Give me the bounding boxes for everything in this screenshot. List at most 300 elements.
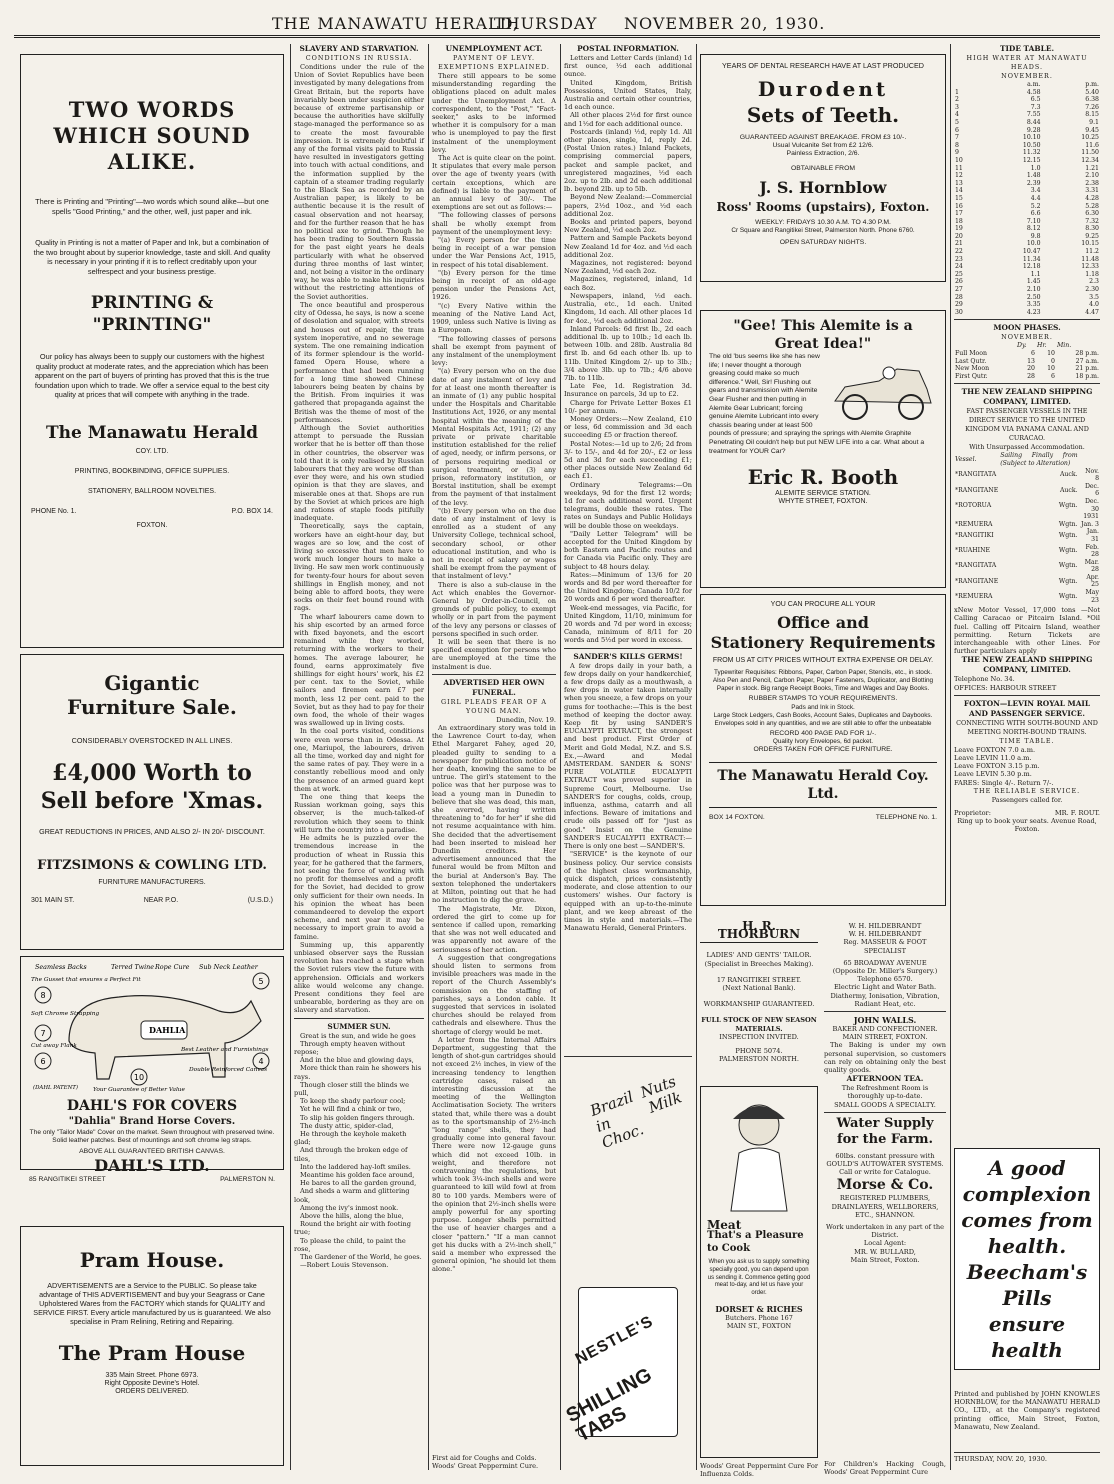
table-cell xyxy=(999,513,1078,521)
table-cell: Full Moon xyxy=(955,350,987,357)
shipping-title: THE NEW ZEALAND SHIPPING COMPANY, LIMITED. xyxy=(961,387,1093,407)
table-cell: 3.5 xyxy=(1089,293,1099,301)
table-cell: *REMUERA xyxy=(955,592,993,600)
beechams-ad xyxy=(954,1148,1100,1370)
article-paragraph: Pattern and Sample Packets beyond New Zealand 1d for 4oz. and ½d each additional 2oz. xyxy=(564,234,692,259)
alemite-ad xyxy=(700,310,946,588)
article-paragraph: It will be seen that there is no specified exemption for persons who are unemployed at the time the instalment is due. xyxy=(432,638,556,671)
furniture-ad-big: £4,000 Worth to Sell before 'Xmas. xyxy=(40,760,264,815)
table-cell: 2.3 xyxy=(1089,278,1099,286)
article-paragraph: "(a) Every person for the time being in receipt of a war pension under the War Pensions Act, 1915, in respect of his total disablement. xyxy=(432,236,556,269)
table-header-cell: Sailing Finally from (Subject to Alteration) xyxy=(1000,452,1078,467)
printing-ad xyxy=(20,54,284,648)
table-cell: *ROTORUA xyxy=(955,501,992,509)
table-cell: 6 xyxy=(1051,372,1055,380)
article-paragraph: Conditions under the rule of the Union of Soviet Republics have been investigated by many delegations from Great Britain, but the reports have invariably been under suspicion either because of extreme partisanship or because the authorities have skilfully stage-managed the performance so as to create the most favourable impression. It is extremely doubtful if any of the formal visits paid to Russia have resulted in investigators getting into touch with actual conditions, and the information supplied by the captain of a steamer trading regularly to the Black Sea as recorded by an Australian paper, is likely to be authentic because it is the result of casual observation and not hearsay, and for the further reason that he has no political axe to grind. Though he has been trading to Southern Russia for the past eight years he deals particularly with what he observed during three months of last winter, and, not being a visitor in the ordinary way, he was able to make his inquiries without the restricting attentions of the Soviet authorities. xyxy=(294,63,424,301)
furniture-ad xyxy=(20,654,284,950)
meat-sub: That's a Pleasure to Cook xyxy=(707,1230,804,1255)
col3-footer2: Woods' Great Peppermint Cure. xyxy=(432,1461,539,1470)
walls-body: The Baking is under my own personal supervision, so customers can rely on obtaining only the best quality goods. xyxy=(824,1041,946,1075)
label-twine: Terred Twine xyxy=(111,963,155,971)
dahl-ad-addr1: 85 RANGITIKEI STREET xyxy=(29,1176,106,1184)
unemployment-subtitle2: EXEMPTIONS EXPLAINED. xyxy=(438,63,550,71)
moon-month: NOVEMBER. xyxy=(1001,333,1053,342)
table-cell: *RANGITIKI xyxy=(955,532,994,540)
table-cell: 11.50 xyxy=(1081,149,1099,157)
alemite-station: ALEMITE SERVICE STATION. xyxy=(775,490,871,498)
beechams-line: Pills xyxy=(1002,1286,1052,1310)
tide-row xyxy=(954,172,1100,180)
rail-row: Leave LEVIN 5.30 p.m. xyxy=(954,770,1032,779)
furniture-ad-addr: 301 MAIN ST. xyxy=(31,897,75,905)
table-cell: 11.48 xyxy=(1081,255,1099,263)
article-paragraph: "(b) Every person for the time being in receipt of an old-age pension under the Pensions Act, 1926. xyxy=(432,268,556,302)
label-flank: Cut away Flank xyxy=(31,1043,77,1049)
article-paragraph: Newspapers, inland, ½d each. Australia, etc., 1d each. United Kingdom, 1d each. All other places 1d for 4oz., ½d each additional 2oz. xyxy=(564,291,692,325)
table-header-cell: Hr. xyxy=(1036,342,1047,350)
article-paragraph: Beyond New Zealand:—Commercial papers, 2½d 10oz., and ½d each additional 2oz. xyxy=(564,193,692,218)
table-cell: 2.10 xyxy=(1026,286,1041,294)
tide-row xyxy=(954,89,1100,97)
table-cell: 11.34 xyxy=(1022,255,1041,263)
rail-row: Leave FOXTON 3.15 p.m. xyxy=(954,762,1040,771)
table-cell: 1931 xyxy=(1083,513,1099,521)
table-cell: New Moon xyxy=(955,365,990,373)
table-cell: Jan. 31 xyxy=(1086,528,1099,543)
column-6 xyxy=(954,44,1100,1470)
tide-row xyxy=(954,309,1100,317)
table-cell: 10.47 xyxy=(1022,248,1041,256)
table-cell: 11.6 xyxy=(1085,141,1099,149)
article-paragraph: The once beautiful and prosperous city of Odessa, he says, is now a scene of desolation and squalor, with streets and houses out of repair, the tram system inoperative, and no sewerage system. The one remaining indication of its former splendour is the world-famed Opera House, where a performance that had been running for a long time showed Chinese labourers being beaten by chains by the British. From inquiries it was gathered that propaganda against the British was the theme of most of the performances. xyxy=(294,300,424,424)
dahl-ad-firm: DAHL'S LTD. xyxy=(94,1156,210,1176)
callout-number: 7 xyxy=(40,1029,46,1038)
table-cell: *RUAHINE xyxy=(955,547,991,555)
rail-timetable xyxy=(954,746,1100,787)
tide-row xyxy=(954,119,1100,127)
table-cell: 8.30 xyxy=(1085,225,1099,233)
table-cell: 25 xyxy=(955,270,963,278)
vessel-row xyxy=(954,483,1100,498)
printing-ad-title: TWO WORDS WHICH SOUND ALIKE. xyxy=(53,97,251,174)
table-cell: 1 xyxy=(955,88,959,96)
table-cell: 12.34 xyxy=(1081,156,1099,164)
table-cell: 26 xyxy=(955,278,963,286)
col5-left-sub xyxy=(700,919,818,1479)
dahl-ad-title: DAHL'S FOR COVERS xyxy=(66,1098,238,1115)
poem-line: Though closer still the blinds we pull, xyxy=(294,1080,410,1097)
unemployment-title: UNEMPLOYMENT ACT. xyxy=(445,44,543,53)
tide-row xyxy=(954,142,1100,150)
furniture-ad-line2: GREAT REDUCTIONS IN PRICES, AND ALSO 2/- IN 20/- DISCOUNT. xyxy=(39,827,265,837)
table-cell: 16 xyxy=(955,202,963,210)
tide-row xyxy=(954,180,1100,188)
shipping-sub: FAST PASSENGER VESSELS IN THE DIRECT SERVICE TO THE UNITED KINGDOM VIA PANAMA CANAL AND CURACAO. xyxy=(965,407,1089,443)
table-cell: 11 xyxy=(955,164,963,172)
poem-line: —Robert Louis Stevenson. xyxy=(300,1261,389,1270)
column-5 xyxy=(700,44,946,1479)
nestle-brazil: Brazil Nuts in Milk Choc. xyxy=(587,1072,685,1152)
pram-ad-body: ADVERTISEMENTS are a Service to the PUBLIC. So please take advantage of THIS ADVERTISEMENT and buy your Seagrass or Cane Upholstered Wares from the FACTORY which stands for QUALITY and SERVICE FIRST. Every article manufactured by us is guaranteed. We also specialise in Pram Relining, Retiring and Repairing. xyxy=(33,1281,271,1326)
office-prices: FROM US AT CITY PRICES WITHOUT EXTRA EXPENSE OR DELAY. xyxy=(712,657,934,665)
water-p3: Call or write for Catalogue. xyxy=(839,1168,931,1177)
table-cell: 27 a.m. xyxy=(1075,357,1099,365)
tide-row xyxy=(954,96,1100,104)
durodent-painless: Painless Extraction, 2/6. xyxy=(786,150,860,158)
table-header-cell: Dy. xyxy=(1017,342,1027,350)
tide-row xyxy=(954,301,1100,309)
table-cell: 9.25 xyxy=(1085,232,1099,240)
table-cell: 4.23 xyxy=(1026,308,1041,316)
tide-row xyxy=(954,157,1100,165)
hildebrandt-n2: W. H. HILDEBRANDT xyxy=(848,930,922,939)
table-cell: 7.10 xyxy=(1026,217,1041,225)
thorburn-work: WORKMANSHIP GUARANTEED. xyxy=(703,1000,815,1009)
poem-line: Above the hills, along the blue, xyxy=(300,1212,404,1221)
poem-line: Among the ivy's inmost nook. xyxy=(300,1203,399,1212)
label-rope: Rope Cure xyxy=(155,963,190,971)
meat-addr: MAIN ST., FOXTON xyxy=(726,1321,792,1330)
vessel-row xyxy=(954,521,1100,529)
label-gusset: The Gusset that ensures a Perfect Fit xyxy=(31,977,141,983)
furniture-ad-title2: Furniture Sale. xyxy=(67,695,237,719)
moon-table xyxy=(954,342,1100,380)
table-cell: Feb. 28 xyxy=(1085,543,1099,559)
printing-ad-box: P.O. BOX 14. xyxy=(231,508,273,516)
furniture-ad-line1: CONSIDERABLY OVERSTOCKED IN ALL LINES. xyxy=(71,736,233,745)
article-paragraph: A letter from the Internal Affairs Department, suggesting that the length of shot-gun cartridges should not exceed 2½ inches, in view of the increasing tendency to lengthen cartridge cases, raised an interesting discussion at the meeting of the Wellington Acclimatisation Society. The writers stated that, while there was a doubt as to the sportsmanship of 2½-inch "long range" shells, they had gradually come into general favour. There were now 12-gauge guns which did not exceed 10lb. in weight, and therefore not contravening the regulations, but which took 3¼-inch shells and were guaranteed to kill wild fowl at from 80 to 100 yards. Members were of the opinion that 2½-inch shells were amply powerful for any sporting purpose. Longer shells permitted the use of heavier charges and a closer "pattern." "If a man cannot get his ducks with a 2½-inch shell," said a member who expressed the general opinion, "he should let them alone." xyxy=(432,1035,556,1274)
article-paragraph: "(b) Every person who on the due date of any instalment of levy is enrolled as a student of any University College, technical school, secondary school, or other educational institution, and who is not in receipt of salary or wages shall be exempt from the payment of that instalment of levy." xyxy=(432,506,556,581)
table-header-cell xyxy=(954,342,1016,350)
article-paragraph: The one thing that keeps the Russian workman going, says this observer, is the much-talked-of revolution which they seem to think will turn the country into a paradise. xyxy=(294,793,424,834)
office-ivory: Quality Ivory Envelopes, 6d packet. xyxy=(772,738,874,746)
table-cell: 2.30 xyxy=(1085,286,1099,294)
tide-row xyxy=(954,195,1100,203)
tide-row xyxy=(954,187,1100,195)
beechams-slogan xyxy=(959,1155,1095,1363)
tide-row xyxy=(954,134,1100,142)
table-cell: 7 xyxy=(955,134,959,142)
table-cell: 11.32 xyxy=(1022,149,1041,157)
article-paragraph: Charge for Private Letter Boxes £1 10/- per annum. xyxy=(564,398,692,415)
callout-number: 5 xyxy=(258,977,264,986)
tide-title: TIDE TABLE. xyxy=(999,44,1055,53)
durodent-ad xyxy=(700,54,946,282)
poem-line: Yet he will find a chink or two, xyxy=(300,1105,402,1114)
vessel-row xyxy=(954,589,1100,604)
poem-title: SUMMER SUN. xyxy=(327,1021,391,1031)
label-strapping: Soft Chrome Strapping xyxy=(31,1011,100,1017)
hildebrandt-tel: Telephone 6570. xyxy=(857,975,913,984)
table-cell: 29 xyxy=(955,301,963,309)
col5-right-sub xyxy=(824,922,946,1477)
table-cell: 18 xyxy=(955,217,963,225)
thorburn-addr: 17 RANGITIKEI STREET. xyxy=(716,975,802,984)
office-orders: ORDERS TAKEN FOR OFFICE FURNITURE. xyxy=(753,746,893,754)
table-cell: 14 xyxy=(955,187,963,195)
thorburn-name: H. R. THORBURN xyxy=(700,922,818,943)
table-cell: Dec. 6 xyxy=(1084,482,1099,498)
table-cell: 3 xyxy=(955,103,959,111)
office-pads: Pads and Ink in Stock. xyxy=(791,703,855,711)
table-cell: 6.6 xyxy=(1030,210,1041,218)
nestle-ad xyxy=(564,1056,692,1464)
masthead-date: NOVEMBER 20, 1930. xyxy=(624,14,826,33)
table-cell: 7.26 xyxy=(1085,103,1099,111)
table-cell: Wgtn. xyxy=(1058,547,1078,555)
tide-row xyxy=(954,240,1100,248)
meat-title: Meat xyxy=(707,1218,742,1233)
office-title2: Stationery Requirements xyxy=(710,633,936,653)
poem-line: To keep the shady parlour cool; xyxy=(300,1097,406,1106)
article-paragraph: Late Fee, 1d. Registration 3d. Insurance on parcels, 3d up to £2. xyxy=(564,382,692,399)
moon-row xyxy=(954,373,1100,381)
postal-body xyxy=(564,54,692,645)
article-paragraph: "SERVICE" is the keynote of our business policy. Our service consists of the highest class workmanship, quick dispatch, prices consistently moderate, and close attention to our customers' wishes. Our factory is equipped with an up-to-the-minute plant, and we keep abreast of the times in style and materials.—The Manawatu Herald, General Printers. xyxy=(564,850,692,933)
dahl-ad xyxy=(20,956,284,1184)
dahl-ad-addr2: PALMERSTON N. xyxy=(220,1176,275,1184)
table-cell: 5 xyxy=(955,118,959,126)
office-tel: TELEPHONE No. 1. xyxy=(875,814,937,822)
thorburn-stock: FULL STOCK OF NEW SEASON MATERIALS. xyxy=(701,1016,817,1033)
printing-ad-p2: Quality in Printing is not a matter of Paper and Ink, but a combination of the two brought about by superior knowledge, taste and skill. And quality is necessary in your printing if it is to reflect creditably upon your selfrespect and your business prestige. xyxy=(33,238,271,276)
col5-footer2: For Children's Hacking Cough, Woods' Great Peppermint Cure xyxy=(824,1460,946,1477)
rail-sub: CONNECTING WITH SOUTH-BOUND AND MEETING NORTH-BOUND TRAINS. xyxy=(956,718,1098,736)
article-paragraph: Books and printed papers, beyond New Zealand, ½d each 2oz. xyxy=(564,218,692,235)
table-cell: 20 xyxy=(955,232,963,240)
table-cell: *RANGITANE xyxy=(955,486,999,494)
thorburn-next: (Next National Bank). xyxy=(722,984,796,993)
table-cell: 10.50 xyxy=(1022,141,1041,149)
table-cell: First Qutr. xyxy=(955,372,988,380)
poem-line: The dusty attic, spider-clad, xyxy=(300,1121,394,1130)
table-cell: 9 xyxy=(955,149,959,157)
rail-reliable: THE RELIABLE SERVICE. xyxy=(973,786,1081,795)
office-title1: Office and xyxy=(777,613,869,633)
label-dahlia: DAHLIA xyxy=(149,1025,186,1035)
table-cell: *RANGITANE xyxy=(955,577,999,585)
table-cell: 30 xyxy=(955,308,963,316)
vessel-row xyxy=(954,574,1100,589)
table-cell: 1.21 xyxy=(1085,164,1099,172)
postal-title: POSTAL INFORMATION. xyxy=(577,44,679,53)
table-cell: 27 xyxy=(955,286,963,294)
table-cell: 3.35 xyxy=(1026,301,1041,309)
table-cell: 28 xyxy=(955,293,963,301)
meat-firm: DORSET & RICHES xyxy=(715,1304,803,1315)
nestle-brand: NESTLE'S xyxy=(572,1312,657,1369)
meat-body: When you ask us to supply something specially good, you can depend upon us sending it. Commence getting good meat to-day, and let us have your order. xyxy=(707,1259,811,1296)
funeral-title: ADVERTISED HER OWN FUNERAL. xyxy=(443,677,545,697)
article-paragraph: The Act is quite clear on the point. It stipulates that every male person over the age of twenty years (with certain exceptions, which are defined) is liable to the payment of an annual levy of 30/-. The exemptions are set out as follows:— xyxy=(432,154,556,212)
label-guarantee: Your Guarantee of Better Value xyxy=(93,1087,185,1093)
office-ledgers: Large Stock Ledgers, Cash Books, Account Sales, Duplicates and Daybooks. Envelopes sold in any quantities, and we are still able to offer the unbeatable xyxy=(713,711,933,727)
article-paragraph: Week-end messages, via Pacific, for United Kingdom, 11/10, minimum for 20 words and 7d per word in excess; Canada, minimum of 8/11 for 20 words and 5½d per word in excess. xyxy=(564,603,692,645)
alemite-body: The old 'bus seems like she has new life; I never thought a thorough greasing could make so much difference." Well, Sir! Flushing out gears and transmission with Alemite Gear Flusher and then putting in Alemite Gear Lubricant; forcing genuine Alemite Lubricant into every chassis bearing under at least 500 pounds of pressure; and spraying the springs with Alemite Graphite Penetrating Oil couldn't help but put NEW LIFE into a car. What about a treatment for YOUR Car? xyxy=(709,353,925,455)
tide-am-head: a.m. xyxy=(1027,81,1041,88)
shipping-note: With Unsurpassed Accommodation. xyxy=(969,443,1085,452)
article-paragraph: In the coal ports visited, conditions were even worse than in Odessa. At one, Mariupol, the labourers, driven all the time, worked day and night for the same rates of pay. They were in a constantly rebellious mood and only the presence of an armed guard kept them at work. xyxy=(294,727,424,793)
pram-ad-addr2: Right Opposite Devine's Hotel. xyxy=(104,1380,200,1388)
tide-row xyxy=(954,271,1100,279)
article-paragraph: There is also a sub-clause in the Act which enables the Governor-General by Order-in-Council, on grounds of public policy, to exempt wholly or in part from the payment of the levy any persons or classes of persons specified in such order. xyxy=(432,580,556,638)
table-cell: Dec. 30 xyxy=(1084,497,1099,513)
column-2 xyxy=(294,44,424,1470)
funeral-place: Dunedin, Nov. 19. xyxy=(496,715,556,724)
table-cell: 7.32 xyxy=(1085,217,1099,225)
durodent-top: YEARS OF DENTAL RESEARCH HAVE AT LAST PRODUCED xyxy=(722,61,924,70)
printing-ad-line1: PRINTING, BOOKBINDING, OFFICE SUPPLIES. xyxy=(74,467,230,475)
meat-ad xyxy=(700,1086,818,1458)
moon-row xyxy=(954,365,1100,373)
poem-line: Through empty heaven without repose; xyxy=(294,1039,405,1056)
table-cell: Auck. xyxy=(1059,471,1078,479)
poem-body xyxy=(294,1032,424,1270)
thorburn-inv: INSPECTION INVITED. xyxy=(719,1032,799,1041)
table-cell: 4.4 xyxy=(1030,194,1041,202)
slavery-title: SLAVERY AND STARVATION. xyxy=(299,44,419,53)
table-cell: 18 p.m. xyxy=(1075,372,1099,380)
article-paragraph: A few drops daily in your bath, a few drops daily on your handkerchief, a few drops daily as a mouthwash, a few drops in water taken internally when you sneeze, a few drops on your gums for toothache:—This is the best method of keeping the doctor away. Keep fit by using SANDER'S EUCALYPTI EXTRACT, the strongest and best product. First Order of Merit and Gold Medal, N.Z. and S.S. Ex.,—Award and Medal AMSTERDAM. SANDER & SONS' PURE VOLATILE EUCALYPTI EXTRACT was proved superior in Supreme Court, Melbourne. Use SANDER'S for coughs, colds, croup, influenza, asthma, catarrh and all infections. Beware of imitations and crude oils passed off for "just as good." Insist on the Genuine SANDER'S EUCALYPTI EXTRACT:—There is only one best —SANDER'S. xyxy=(564,661,692,851)
horse-cover-illustration xyxy=(29,961,275,1093)
column-1 xyxy=(20,44,284,1470)
beechams-line: health xyxy=(991,1338,1063,1362)
table-cell: 1.45 xyxy=(1026,278,1041,286)
table-cell: 6.30 xyxy=(1085,210,1099,218)
beechams-line: ensure xyxy=(988,1312,1066,1336)
funeral-subtitle: GIRL PLEADS FEAR OF A YOUNG MAN. xyxy=(441,697,547,715)
table-cell: 13 xyxy=(955,179,963,187)
shipping-firm: THE NEW ZEALAND SHIPPING COMPANY, LIMITED. xyxy=(961,655,1093,675)
article-paragraph: All other places 2½d for first ounce and 1½d for each additional ounce. xyxy=(564,111,692,128)
table-cell: Wgtn. xyxy=(1058,520,1078,528)
dahl-ad-sub: "Dahlia" Brand Horse Covers. xyxy=(68,1116,236,1128)
thorburn-tailor: LADIES' AND GENTS' TAILOR. xyxy=(706,951,812,960)
article-paragraph: He admits he is puzzled over the tremendous increase in the production of wheat in Russia this year, for he gathered that the farmers, not seeing the force of working with no profit for themselves and a profit for the Soviet, had decided to grow only sufficient for their own needs. In his opinion the wheat has been commandeered to develop the export scheme, and next year it may be necessary to import grain to avoid a famine. xyxy=(294,834,424,941)
table-cell: 9.8 xyxy=(1030,232,1041,240)
shipping-tel: Telephone No. 34. xyxy=(954,675,1015,684)
poem-line: Round the bright air with footing true; xyxy=(294,1220,411,1237)
article-paragraph: Magazines, not registered: beyond New Zealand, ½d each 2oz. xyxy=(564,259,692,276)
furniture-ad-title1: Gigantic xyxy=(104,671,200,695)
table-cell: 6 xyxy=(1031,350,1035,357)
tide-row xyxy=(954,233,1100,241)
table-cell: Nov. 8 xyxy=(1085,467,1099,483)
tide-row xyxy=(954,127,1100,135)
article-paragraph: A suggestion that congregations should listen to sermons from invisible preachers was made in the report of the Church Assembly's commission on the staffing of parishes, says a London cable. It suggested that services in isolated churches should be relayed from cathedrals and elsewhere. Thus the shortage of clergy would be met. xyxy=(432,953,556,1036)
printing-ad-phone: PHONE No. 1. xyxy=(31,508,77,516)
durodent-product: Sets of Teeth. xyxy=(746,103,900,127)
walls-tea: AFTERNOON TEA. xyxy=(846,1074,924,1084)
poem-line: To please the child, to paint the rose, xyxy=(294,1236,406,1253)
vessel-row xyxy=(954,528,1100,543)
hildebrandt-body: Electric Light and Water Bath. Diathermy, Ionisation, Vibration, Radiant Heat, etc. xyxy=(830,983,940,1008)
table-cell: 4.0 xyxy=(1089,301,1099,309)
table-cell: Last Qutr. xyxy=(955,357,987,365)
table-cell xyxy=(954,513,999,521)
table-cell: 2.10 xyxy=(1085,172,1099,180)
alemite-addr: WHYTE STREET, FOXTON. xyxy=(778,498,868,506)
table-cell: 10.0 xyxy=(1026,240,1041,248)
furniture-ad-near: NEAR P.O. xyxy=(143,897,179,905)
printing-ad-town: FOXTON. xyxy=(136,522,168,530)
water-firm: Morse & Co. xyxy=(836,1177,934,1194)
durodent-rooms: Ross' Rooms (upstairs), Foxton. xyxy=(716,199,930,214)
tide-table xyxy=(954,81,1100,316)
durodent-obtain: OBTAINABLE FROM xyxy=(790,164,856,172)
unemployment-subtitle: PAYMENT OF LEVY. xyxy=(452,54,536,62)
table-cell: 2 xyxy=(955,96,959,104)
durodent-name: J. S. Hornblow xyxy=(759,177,887,197)
table-cell: 28 xyxy=(1027,372,1035,380)
water-agent: Local Agent: xyxy=(863,1239,907,1248)
tide-row xyxy=(954,248,1100,256)
beechams-line: comes from xyxy=(961,1208,1093,1232)
table-cell: 12.18 xyxy=(1022,263,1041,271)
tide-row xyxy=(954,256,1100,264)
vessel-row xyxy=(954,498,1100,513)
label-seamless: Seamless Backs xyxy=(35,963,87,971)
table-cell: Mar. 28 xyxy=(1084,558,1099,574)
tide-row xyxy=(954,294,1100,302)
label-neck: Sub Neck Leather xyxy=(199,963,258,971)
rail-call: Passengers called for. xyxy=(991,795,1063,804)
label-canvas: Double Reinforced Canvas xyxy=(189,1067,268,1073)
rail-title: FOXTON—LEVIN ROYAL MAIL AND PASSENGER SERVICE. xyxy=(963,698,1091,718)
article-paragraph: An extraordinary story was told in the Lawrence Court to-day, when Ethel Margaret Fahey, aged 20, pleaded guilty to sending to a newspaper for publication notice of her death, knowing the same to be untrue. The girl's statement to the police was that her purpose was to lead a young man in Dunedin to believe that she was dead, this man, she averred, having written threatening to "do for her" if she did not resume acquaintance with him. She decided that the advertisement had been inserted to mislead her Dunedin creditors. Her advertisement announced that the funeral would be from Milton and the burial at Anderson's Bay. The sexton telephoned the undertakers at Milton, pointing out that he had no instruction to dig the grave. xyxy=(432,724,556,905)
table-cell: Auck. xyxy=(1059,486,1078,494)
table-cell: 21 xyxy=(955,240,963,248)
table-cell: *RANGITATA xyxy=(955,562,997,570)
table-cell: Jan. 3 xyxy=(1080,520,1099,528)
rail-row: Leave LEVIN 11.0 a.m. xyxy=(954,754,1032,763)
table-cell: 13 xyxy=(1027,357,1035,365)
tide-row xyxy=(954,111,1100,119)
furniture-ad-usd: (U.S.D.) xyxy=(247,897,273,905)
beechams-line: complexion xyxy=(962,1182,1092,1206)
poem-line: He bares to all the garden ground, xyxy=(300,1179,417,1188)
hildebrandt-n1: W. H. HILDEBRANDT xyxy=(848,922,922,930)
tide-row xyxy=(954,149,1100,157)
poem-line: And through the broken edge of tiles, xyxy=(294,1146,408,1163)
table-cell: 1.0 xyxy=(1030,164,1041,172)
table-cell: Wgtn. xyxy=(1058,501,1078,509)
callout-number: 10 xyxy=(133,1073,145,1082)
tide-month: NOVEMBER. xyxy=(1001,72,1053,80)
office-record: RECORD 400 PAGE PAD FOR 1/-. xyxy=(769,729,877,737)
table-cell: 9.1 xyxy=(1089,118,1099,126)
beechams-line: A good xyxy=(988,1156,1066,1180)
poem-line: And in the blue and glowing days, xyxy=(300,1056,414,1065)
pram-ad-delivered: ORDERS DELIVERED. xyxy=(115,1388,189,1396)
table-cell: 5.2 xyxy=(1030,202,1041,210)
unemployment-body xyxy=(432,72,556,671)
printing-ad-line2: STATIONERY, BALLROOM NOVELTIES. xyxy=(87,487,217,495)
callout-number: 4 xyxy=(258,1057,264,1066)
furniture-ad-firm-sub: FURNITURE MANUFACTURERS. xyxy=(98,879,206,887)
table-cell: *RANGITATA xyxy=(955,471,997,479)
housewife-illustration xyxy=(709,1093,809,1213)
printing-ad-heading: PRINTING & "PRINTING" xyxy=(90,293,214,335)
durodent-guarantee: GUARANTEED AGAINST BREAKAGE. FROM £3 10/-. xyxy=(739,134,907,141)
poem-line: He through the keyhole maketh glad; xyxy=(294,1130,407,1147)
durodent-usual: Usual Vulcanite Set from £2 12/6. xyxy=(772,142,874,150)
beechams-line: health. xyxy=(987,1234,1067,1258)
pram-ad-firm: The Pram House xyxy=(58,1341,246,1365)
table-cell: 9.28 xyxy=(1026,126,1041,134)
beechams-line: Beecham's xyxy=(966,1260,1088,1284)
table-cell: 8.15 xyxy=(1085,111,1099,119)
